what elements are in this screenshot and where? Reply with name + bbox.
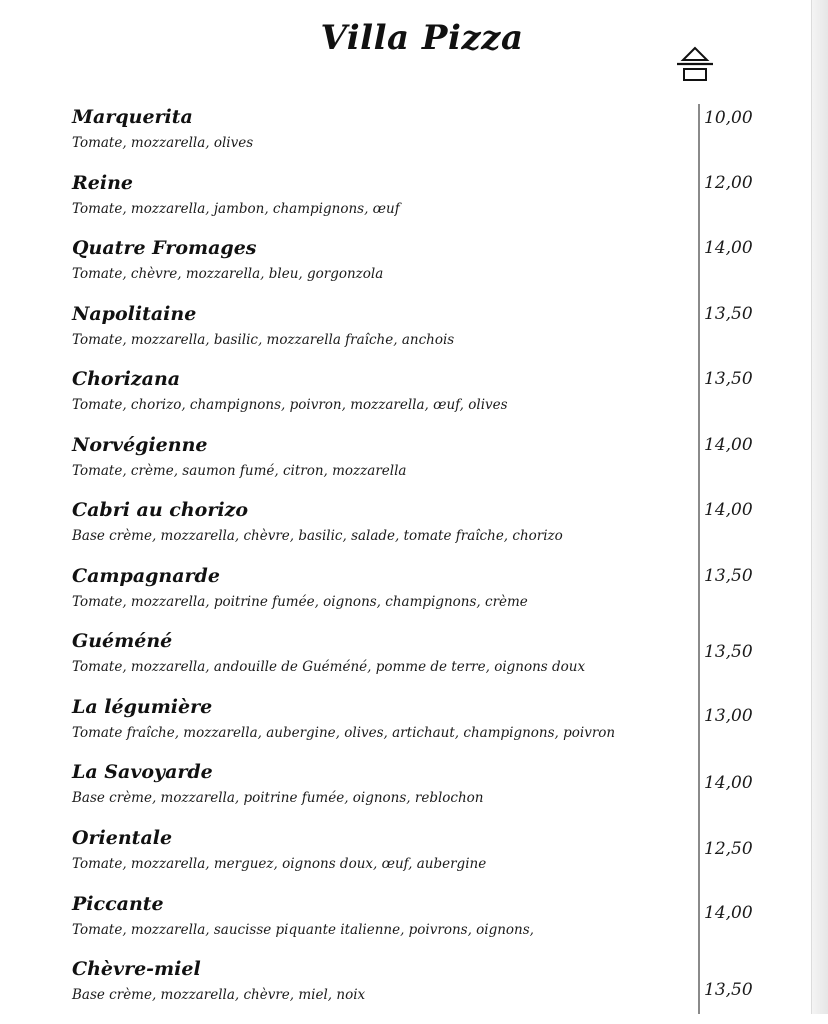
pizza-price: 14,00 xyxy=(704,238,753,258)
pizza-price: 13,00 xyxy=(704,706,753,726)
pizza-price: 13,50 xyxy=(704,566,753,586)
pizza-description: Base crème, mozzarella, poitrine fumée, oignons, reblochon xyxy=(72,790,484,806)
pizza-description: Tomate fraîche, mozzarella, aubergine, olives, artichaut, champignons, poivron xyxy=(72,725,616,741)
pizza-description: Tomate, mozzarella, poitrine fumée, oignons, champignons, crème xyxy=(72,594,528,610)
pizza-description: Base crème, mozzarella, chèvre, basilic, salade, tomate fraîche, chorizo xyxy=(72,528,563,544)
pizza-name: Cabri au chorizo xyxy=(72,499,249,521)
pizza-price: 14,00 xyxy=(704,903,753,923)
pizza-price: 13,50 xyxy=(704,980,753,1000)
pizza-name: Campagnarde xyxy=(72,565,220,587)
pizza-description: Tomate, mozzarella, saucisse piquante italienne, poivrons, oignons, xyxy=(72,922,534,938)
pizza-name: Piccante xyxy=(72,893,164,915)
pizza-description: Tomate, mozzarella, jambon, champignons, œuf xyxy=(72,201,400,217)
pizza-name: Chèvre-miel xyxy=(72,958,201,980)
menu-item xyxy=(72,368,828,434)
pizza-description: Tomate, mozzarella, andouille de Guéméné, pomme de terre, oignons doux xyxy=(72,659,586,675)
pizza-name: Reine xyxy=(72,172,133,194)
menu-item xyxy=(72,499,828,565)
pizza-name: Guéméné xyxy=(72,630,173,652)
pizza-name: Marquerita xyxy=(72,106,193,128)
pizza-name: La Savoyarde xyxy=(72,761,213,783)
pizza-price: 13,50 xyxy=(704,369,753,389)
menu-item xyxy=(72,237,828,303)
pizza-description: Tomate, mozzarella, basilic, mozzarella fraîche, anchois xyxy=(72,332,455,348)
menu-item xyxy=(72,958,828,1024)
menu-item xyxy=(72,106,828,172)
menu-item xyxy=(72,761,828,827)
pizza-price: 12,00 xyxy=(704,173,753,193)
pizza-price: 13,50 xyxy=(704,304,753,324)
pizza-price: 14,00 xyxy=(704,435,753,455)
menu-item xyxy=(72,303,828,369)
pizza-name: Norvégienne xyxy=(72,434,208,456)
pizza-description: Tomate, crème, saumon fumé, citron, mozzarella xyxy=(72,463,407,479)
pizza-name: La légumière xyxy=(72,696,213,718)
menu-title: Villa Pizza xyxy=(320,18,524,58)
menu-item xyxy=(72,893,828,959)
pizza-name: Napolitaine xyxy=(72,303,197,325)
menu-item xyxy=(72,565,828,631)
pizza-name: Chorizana xyxy=(72,368,181,390)
pizza-price: 10,00 xyxy=(704,108,753,128)
pizza-name: Quatre Fromages xyxy=(72,237,257,259)
menu-item xyxy=(72,827,828,893)
menu-item xyxy=(72,696,828,762)
pizza-name: Orientale xyxy=(72,827,173,849)
pizza-description: Tomate, mozzarella, merguez, oignons doux, œuf, aubergine xyxy=(72,856,487,872)
page-edge xyxy=(811,0,828,1014)
pizza-description: Tomate, chèvre, mozzarella, bleu, gorgonzola xyxy=(72,266,384,282)
pizza-description: Tomate, mozzarella, olives xyxy=(72,135,254,151)
pizza-description: Tomate, chorizo, champignons, poivron, mozzarella, œuf, olives xyxy=(72,397,508,413)
pizza-description: Base crème, mozzarella, chèvre, miel, noix xyxy=(72,987,366,1003)
pizza-price: 14,00 xyxy=(704,500,753,520)
menu-item xyxy=(72,630,828,696)
menu-item xyxy=(72,172,828,238)
pizza-price: 13,50 xyxy=(704,642,753,662)
pizza-price: 12,50 xyxy=(704,839,753,859)
pizza-price: 14,00 xyxy=(704,773,753,793)
menu-item xyxy=(72,434,828,500)
